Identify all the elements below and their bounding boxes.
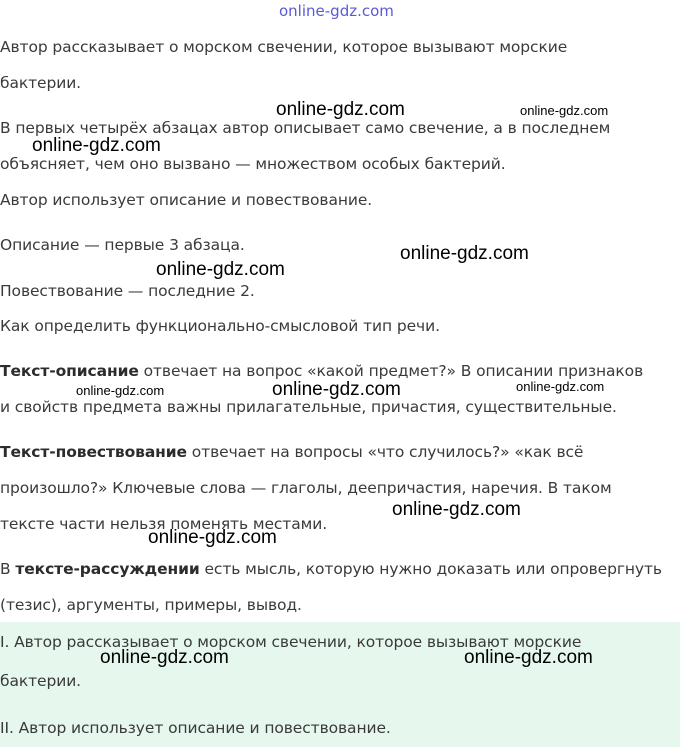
watermark-top: online-gdz.com (279, 2, 394, 20)
answer-block (0, 622, 680, 747)
watermark: online-gdz.com (520, 103, 609, 118)
term-reasoning: тексте-рассуждении (15, 560, 200, 578)
text-line: бактерии. (0, 74, 81, 92)
text-line: В первых четырёх абзацах автор описывает само свечение, а в последнем (0, 119, 611, 137)
text-line: Автор использует описание и повествование. (0, 191, 373, 209)
term-narration: Текст-повествование (0, 443, 187, 461)
text-line: произошло?» Ключевые слова — глаголы, деепричастия, наречия. В таком (0, 479, 612, 497)
watermark: online-gdz.com (464, 647, 593, 668)
text-line: Автор рассказывает о морском свечении, которое вызывают морские (0, 38, 568, 56)
description-paragraph-line (0, 361, 643, 381)
watermark: online-gdz.com (156, 259, 285, 280)
text-line: объясняет, чем оно вызвано — множеством особых бактерий. (0, 155, 506, 173)
watermark: online-gdz.com (276, 99, 405, 120)
term-description: Текст-описание (0, 362, 139, 380)
answer-line-1: I. Автор рассказывает о морском свечении, которое вызывают морские (0, 633, 582, 651)
reasoning-prefix: В (0, 560, 16, 578)
narration-paragraph-line (0, 442, 583, 462)
watermark: online-gdz.com (76, 383, 165, 398)
text-line: Описание — первые 3 абзаца. (0, 236, 245, 254)
description-text: отвечает на вопрос «какой предмет?» В описании признаков (138, 362, 644, 380)
answer-line-3: II. Автор использует описание и повествование. (0, 719, 391, 737)
watermark: online-gdz.com (392, 499, 521, 520)
watermark: online-gdz.com (272, 379, 401, 400)
text-line: Как определить функционально-смысловой тип речи. (0, 317, 440, 335)
answer-line-2: бактерии. (0, 672, 81, 690)
text-line: и свойств предмета важны прилагательные, причастия, существительные. (0, 398, 617, 416)
watermark: online-gdz.com (400, 243, 529, 264)
reasoning-paragraph-line (0, 559, 662, 579)
text-line: (тезис), аргументы, примеры, вывод. (0, 596, 302, 614)
watermark: online-gdz.com (516, 379, 605, 394)
watermark: online-gdz.com (32, 135, 161, 156)
watermark: online-gdz.com (148, 527, 277, 548)
watermark: online-gdz.com (100, 647, 229, 668)
text-line: тексте части нельзя поменять местами. (0, 515, 328, 533)
narration-text: отвечает на вопросы «что случилось?» «как всё (186, 443, 584, 461)
text-line: Повествование — последние 2. (0, 282, 255, 300)
reasoning-text: есть мысль, которую нужно доказать или опровергнуть (199, 560, 662, 578)
